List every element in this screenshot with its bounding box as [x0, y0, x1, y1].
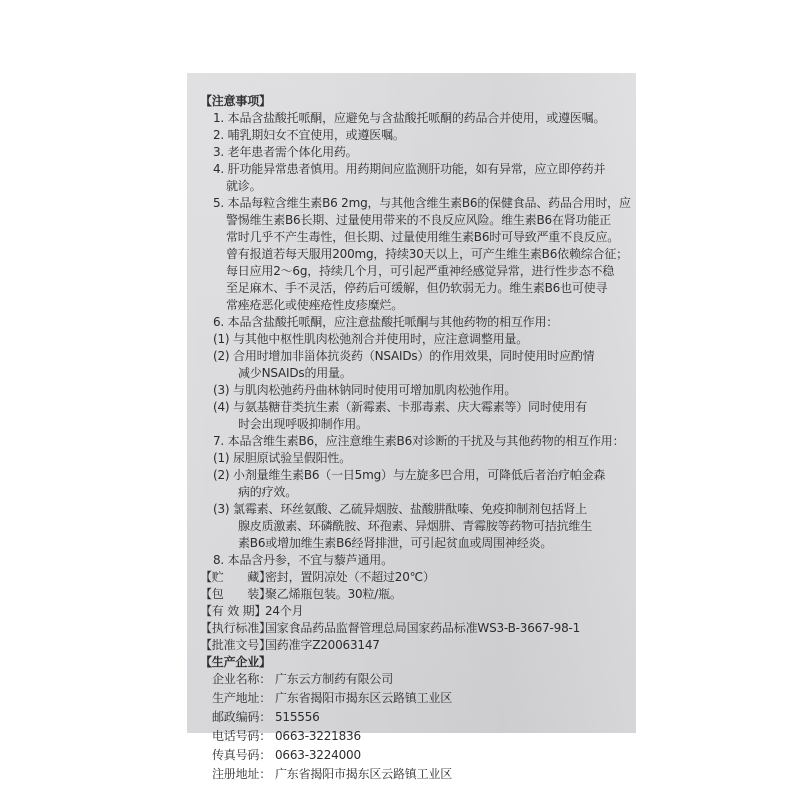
- company-row: [200, 709, 630, 728]
- company-row: [200, 671, 630, 690]
- leaflet-paper: [187, 73, 636, 781]
- company-row: [200, 728, 630, 747]
- interaction-line: 素B6或增加维生素B6经肾排泄，可引起贫血或周围神经炎。: [238, 536, 553, 550]
- company-value: 515556: [275, 710, 320, 724]
- info-value: 24个月: [265, 604, 304, 618]
- interaction-line: 腺皮质激素、环磷酰胺、环孢素、异烟肼、青霉胺等药物可拮抗维生: [238, 519, 593, 533]
- interaction-line: 时会出现呼吸抑制作用。: [238, 417, 368, 431]
- info-label: 【批准文号】: [200, 638, 271, 652]
- precaution-line: 6. 本品含盐酸托哌酮，应注意盐酸托哌酮与其他药物的相互作用：: [213, 315, 559, 329]
- info-row: [200, 620, 630, 637]
- company-row: [200, 766, 630, 785]
- product-info: [200, 569, 630, 654]
- precaution-line: 3. 老年患者需个体化用药。: [213, 145, 358, 159]
- precaution-line: 常痤疮恶化或使痤疮性皮疹糜烂。: [226, 298, 404, 312]
- company-value: 0663-3224000: [275, 748, 361, 762]
- company-label: 电话号码：: [212, 729, 272, 743]
- precaution-line: 至足麻木、手不灵活，停药后可缓解，但仍软弱无力。维生素B6也可使寻: [226, 281, 608, 295]
- interaction-line: (2) 合用时增加非甾体抗炎药（NSAIDs）的作用效果，同时使用时应酌情: [213, 349, 595, 363]
- precautions-list: [200, 110, 630, 569]
- precaution-item: [200, 314, 630, 433]
- precautions-heading: 【注意事项】: [200, 94, 271, 108]
- precaution-line: 每日应用2～6g，持续几个月，可引起严重神经感觉异常，进行性步态不稳: [226, 264, 615, 278]
- info-row: [200, 603, 630, 620]
- leaflet-content: [200, 93, 630, 785]
- precaution-item: [200, 110, 630, 127]
- precaution-item: [200, 195, 630, 314]
- info-value: 国药准字Z20063147: [265, 638, 380, 652]
- precaution-line: 8. 本品含丹参，不宜与藜芦通用。: [213, 553, 393, 567]
- interaction-line: 减少NSAIDs的用量。: [238, 366, 352, 380]
- precaution-line: 常时几乎不产生毒性，但长期、过量使用维生素B6时可导致严重不良反应。: [226, 230, 620, 244]
- info-row: [200, 586, 630, 603]
- interaction-line: (3) 与肌肉松弛药丹曲林钠同时使用可增加肌肉松弛作用。: [213, 383, 517, 397]
- precaution-line: 警惕维生素B6长期、过量使用带来的不良反应风险。维生素B6在肾功能正: [226, 213, 611, 227]
- info-value: 国家食品药品监督管理总局国家药品标准WS3-B-3667-98-1: [265, 621, 581, 635]
- info-row: [200, 569, 630, 586]
- interaction-line: (3) 氯霉素、环丝氨酸、乙硫异烟胺、盐酸肼酞嗪、免疫抑制剂包括肾上: [213, 502, 588, 516]
- precaution-item: [200, 433, 630, 552]
- precaution-line: 就诊。: [226, 179, 262, 193]
- info-label: 【有 效 期】: [200, 604, 267, 618]
- interaction-line: (2) 小剂量维生素B6（一日5mg）与左旋多巴合用，可降低后者治疗帕金森: [213, 468, 606, 482]
- company-value: 广东省揭阳市揭东区云路镇工业区: [275, 767, 453, 781]
- interaction-line: (1) 与其他中枢性肌肉松弛剂合并使用时，应注意调整用量。: [213, 332, 529, 346]
- info-value: 密封，置阴凉处（不超过20℃）: [265, 570, 435, 584]
- interaction-line: 病的疗效。: [238, 485, 298, 499]
- company-label: 注册地址：: [212, 767, 272, 781]
- company-row: [200, 747, 630, 766]
- precaution-item: [200, 552, 630, 569]
- interaction-line: (4) 与氨基糖苷类抗生素（新霉素、卡那毒素、庆大霉素等）同时使用有: [213, 400, 588, 414]
- precaution-line: 7. 本品含维生素B6，应注意维生素B6对诊断的干扰及与其他药物的相互作用：: [213, 434, 625, 448]
- company-row: [200, 690, 630, 709]
- info-label: 【贮 藏】: [200, 570, 271, 584]
- precaution-item: [200, 161, 630, 195]
- company-value: 0663-3221836: [275, 729, 361, 743]
- precaution-line: 曾有报道若每天服用200mg，持续30天以上，可产生维生素B6依赖综合征；: [226, 247, 628, 261]
- info-value: 聚乙烯瓶包装。30粒/瓶。: [265, 587, 402, 601]
- manufacturer-details: [200, 671, 630, 785]
- precaution-line: 4. 肝功能异常患者慎用。用药期间应监测肝功能，如有异常，应立即停药并: [213, 162, 606, 176]
- precaution-line: 1. 本品含盐酸托哌酮，应避免与含盐酸托哌酮的药品合并使用，或遵医嘱。: [213, 111, 606, 125]
- company-value: 广东云方制药有限公司: [275, 672, 394, 686]
- precaution-item: [200, 144, 630, 161]
- info-label: 【包 装】: [200, 587, 271, 601]
- precaution-item: [200, 127, 630, 144]
- company-label: 生产地址：: [212, 691, 272, 705]
- precaution-line: 5. 本品每粒含维生素B6 2mg，与其他含维生素B6的保健食品、药品合用时，应: [213, 196, 631, 210]
- info-label: 【执行标准】: [200, 621, 271, 635]
- company-label: 企业名称：: [212, 672, 272, 686]
- info-row: [200, 637, 630, 654]
- precaution-line: 2. 哺乳期妇女不宜使用，或遵医嘱。: [213, 128, 405, 142]
- manufacturer-heading: 【生产企业】: [200, 655, 271, 669]
- company-value: 广东省揭阳市揭东区云路镇工业区: [275, 691, 453, 705]
- company-label: 邮政编码：: [212, 710, 272, 724]
- interaction-line: (1) 尿胆原试验呈假阳性。: [213, 451, 352, 465]
- company-label: 传真号码：: [212, 748, 272, 762]
